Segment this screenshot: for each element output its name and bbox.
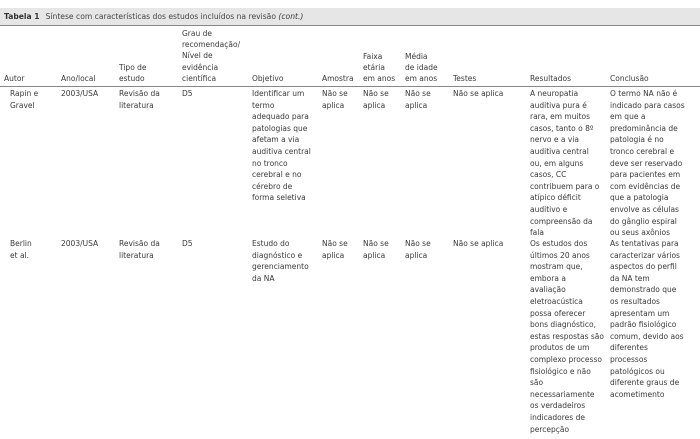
table-caption xyxy=(0,8,700,25)
cell-amostra: Não se aplica xyxy=(322,89,348,110)
cell-resultados: A neuropatia auditiva pura é rara, em muitos casos, tanto o 8º nervo e a via auditiva central ou, em alguns casos, CC contribuem para o atípico déficit auditivo e compreensão da fala xyxy=(530,89,600,238)
cell-ano-local: 2003/USA xyxy=(61,239,99,248)
header-objetivo: Objetivo xyxy=(252,74,284,83)
cell-testes: Não se aplica xyxy=(453,89,504,98)
header-tipo-estudo: Tipo de estudo xyxy=(119,63,147,84)
header-testes: Testes xyxy=(453,74,477,83)
header-top-rule xyxy=(0,25,700,26)
header-grau-recomendacao: Grau de recomendação/ Nível de evidência científica xyxy=(182,29,241,83)
cell-resultados: Os estudos dos últimos 20 anos mostram que, embora a avaliação eletroacústica possa oferecer bons diagnóstico, estas respostas são produtos de um complexo processo fisiológico e não são necessariamente os verdadeiros indicadores de percepção xyxy=(530,239,604,434)
cell-faixa-etaria: Não se aplica xyxy=(363,239,389,260)
cell-autor: Rapin e Gravel xyxy=(10,89,39,110)
cell-grau: D5 xyxy=(182,239,193,248)
header-resultados: Resultados xyxy=(530,74,572,83)
cell-media-idade: Não se aplica xyxy=(405,89,431,110)
cell-conclusao: As tentativas para caracterizar vários aspectos do perfil da NA tem demonstrado que os resultados apresentam um padrão fisiológico comum, devido aos diferentes processos patológicos ou diferente graus de acometimento xyxy=(610,239,684,399)
header-conclusao: Conclusão xyxy=(610,74,649,83)
header-bottom-rule xyxy=(0,86,700,87)
cell-conclusao: O termo NA não é indicado para casos em que a predominância de patologia é no tronco cerebral e deve ser reservado para pacientes em com evidências de que a patologia envolve as células do gânglio espiral ou seus axônios xyxy=(610,89,685,238)
cell-autor: Berlin et al. xyxy=(10,239,32,260)
header-ano-local: Ano/local xyxy=(61,74,96,83)
table-label: Tabela 1 xyxy=(4,12,40,21)
cell-objetivo: Estudo do diagnóstico e gerenciamento da NA xyxy=(252,239,309,283)
cell-ano-local: 2003/USA xyxy=(61,89,99,98)
cell-amostra: Não se aplica xyxy=(322,239,348,260)
cell-objetivo: Identificar um termo adequado para patologias que afetam a via auditiva central no tronco cerebral e no cérebro de forma seletiva xyxy=(252,89,311,203)
cell-media-idade: Não se aplica xyxy=(405,239,431,260)
table-continued-suffix: (cont.) xyxy=(278,12,304,21)
cell-testes: Não se aplica xyxy=(453,239,504,248)
header-faixa-etaria: Faixa etária em anos xyxy=(363,52,396,84)
cell-grau: D5 xyxy=(182,89,193,98)
cell-tipo-estudo: Revisão da literatura xyxy=(119,89,160,110)
cell-faixa-etaria: Não se aplica xyxy=(363,89,389,110)
header-amostra: Amostra xyxy=(322,74,354,83)
header-media-idade: Média de idade em anos xyxy=(405,52,438,84)
header-autor: Autor xyxy=(4,74,25,83)
table-title: Síntese com características dos estudos incluídos na revisão xyxy=(45,12,276,21)
cell-tipo-estudo: Revisão da literatura xyxy=(119,239,160,260)
